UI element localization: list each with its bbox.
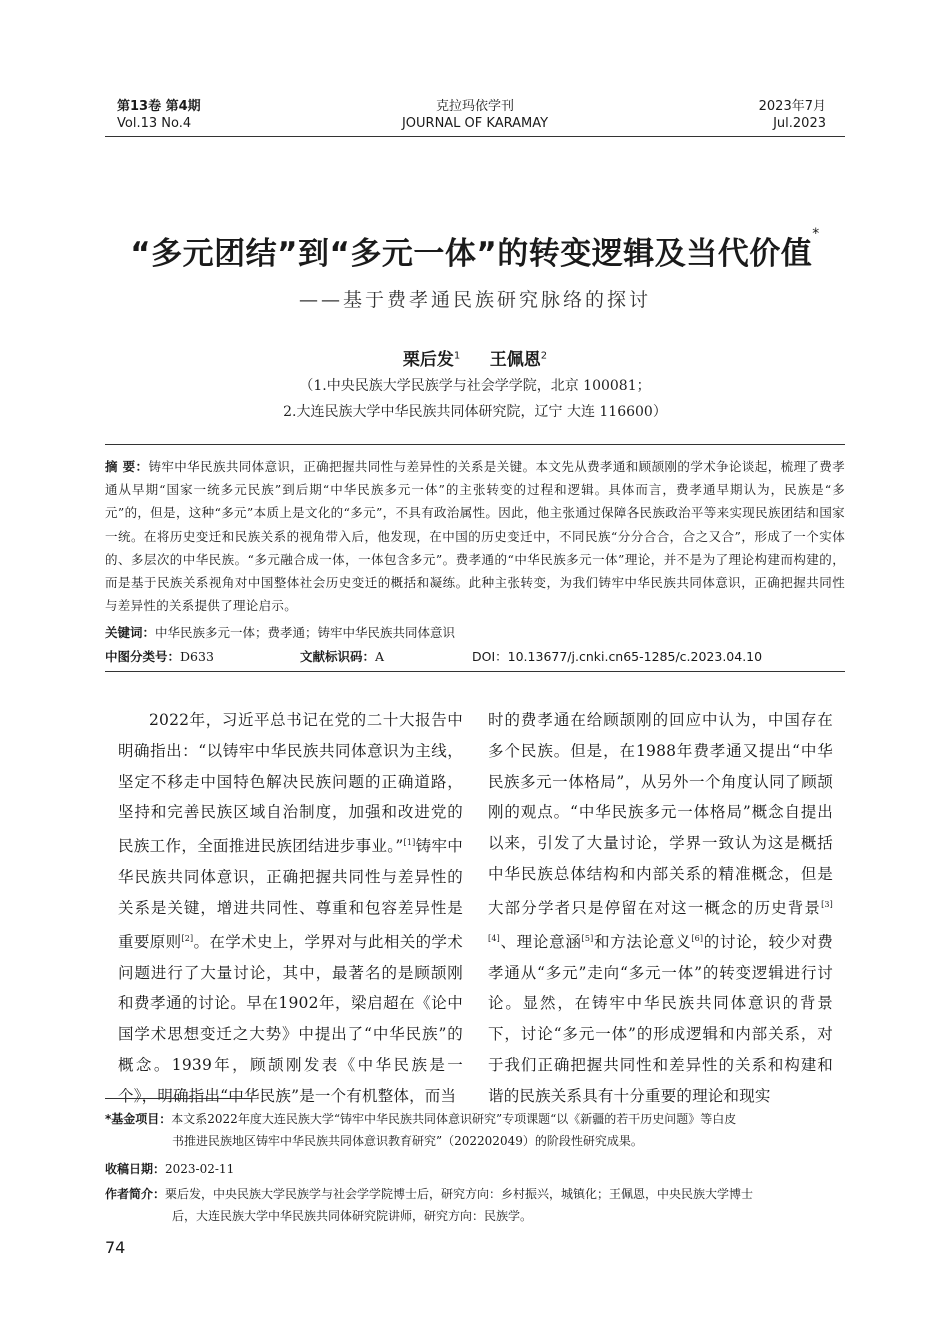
footnote-received [105,1158,845,1180]
affiliation-2: 2.大连民族大学中华民族共同体研究院，辽宁 大连 116600） [283,404,667,420]
bio-label: 作者简介： [105,1187,166,1201]
clc-value: D633 [180,649,214,664]
article-subtitle: ——基于费孝通民族研究脉络的探讨 [298,289,651,311]
body-text: 2022年，习近平总书记在党的二十大报告中明确指出：“以铸牢中华民族共同体意识为主线，坚定不移走中国特色解决民族问题的正确道路，坚持和完善民族区域自治制度，加强和改进党的民族工作，全面推进民族团结进步事业。” [118,711,463,856]
abstract-top-rule [105,444,845,445]
body-paragraph [118,705,463,1112]
document-code [300,647,384,667]
abstract-label: 摘 要： [105,459,149,474]
funding-line-2: 书推进民族地区铸牢中华民族共同体意识教育研究”（202202049）的阶段性研究成果。 [172,1134,643,1148]
citation-ref: [3][4] [488,899,833,943]
title-footnote-mark: * [812,226,820,242]
abstract [105,455,845,617]
header-journal-cn: 克拉玛依学刊 [435,99,514,114]
body-text: 时的费孝通在给顾颉刚的回应中认为，中国存在多个民族。但是，在1988年费孝通又提出“中华民族多元一体格局”，从另外一个角度认同了顾颉刚的观点。“中华民族多元一体格局”概念自提出以来，引发了大量讨论，学界一致认为这是概括中华民族总体结构和内部关系的精准概念，但是大部分学者只是停留在对这一概念的历史背景 [488,711,833,917]
author-name: 王佩恩 [489,350,541,370]
author-list [0,345,950,370]
funding-line-1: 本文系2022年度大连民族大学“铸牢中华民族共同体意识研究”专项课题“以《新疆的若干历史问题》等白皮 [171,1112,737,1126]
citation-ref: [2] [181,933,194,943]
received-label: 收稿日期： [105,1162,166,1176]
body-text: 铸牢中华民族共同体意识，正确把握共同性与差异性的关系是关键，增进共同性、尊重和包容差异性是重要原则 [118,837,463,951]
footnote-rule [105,1098,251,1099]
doi-label: DOI： [472,649,508,664]
bio-line-2: 后，大连民族大学中华民族共同体研究院讲师，研究方向：民族学。 [172,1209,533,1223]
abstract-bottom-rule [105,671,845,672]
doi [472,647,762,667]
bio-line-1: 栗后发，中央民族大学民族学与社会学学院博士后，研究方向：乡村振兴，城镇化；王佩恩，中央民族大学博士 [165,1187,754,1201]
page-number: 74 [105,1238,126,1257]
body-text: 的讨论，较少对费孝通从“多元”走向“多元一体”的转变逻辑进行讨论。显然，在铸牢中华民族共同体意识的背景下，讨论“多元一体”的形成逻辑和内部关系，对于我们正确把握共同性和差异性的关系和构建和谐的民族关系具有十分重要的理论和现实 [488,932,833,1105]
abstract-text: 铸牢中华民族共同体意识，正确把握共同性与差异性的关系是关键。本文先从费孝通和顾颉刚的学术争论谈起，梳理了费孝通从早期“国家一统多元民族”到后期“中华民族多元一体”的主张转变的过程和逻辑。具体而言，费孝通早期认为，民族是“多元”的，但是，这种“多元”本质上是文化的“多元”，不具有政治属性。因此，他主张通过保障各民族政治平等来实现民族团结和国家一统。在将历史变迁和民族关系的视角带入后，他发现，在中国的历史变迁中，不同民族“分分合合，合之又合”，形成了一个实体的、多层次的中华民族。“多元融合成一体，一体包含多元”。费孝通的“中华民族多元一体”理论，并不是为了理论构建而构建的，而是基于民族关系视角对中国整体社会历史变迁的概括和凝练。此种主张转变，为我们铸牢中华民族共同体意识，正确把握共同性与差异性的关系提供了理论启示。 [105,459,846,614]
body-paragraph [488,705,833,1112]
author-affil-mark: 1 [453,350,461,362]
header-volume-cn: 第13卷 第4期 [117,99,201,114]
article-title [0,228,950,273]
body-text: 。在学术史上，学界对与此相关的学术问题进行了大量讨论，其中，最著名的是顾颉刚和费孝通的讨论。早在1902年，梁启超在《论中国学术思想变迁之大势》中提出了“中华民族”的概念。1939年，顾颉刚发表《中华民族是一个》，明确指出“中华民族”是一个有机整体，而当 [118,932,463,1105]
doi-value: 10.13677/j.cnki.cn65-1285/c.2023.04.10 [507,649,763,664]
article-title-text: “多元团结”到“多元一体”的转变逻辑及当代价值 [130,236,813,272]
citation-ref: [1] [403,838,416,848]
keywords-label: 关键词： [105,625,156,640]
author-affil-mark: 2 [540,350,548,362]
header-date [759,98,826,132]
body-text: 和方法论意义 [593,932,692,951]
author-name: 栗后发 [402,350,454,370]
header-journal-en: JOURNAL OF KARAMAY [401,116,549,131]
keywords [105,623,845,643]
doccode-label: 文献标识码： [300,649,376,664]
body-text: 、理论意涵 [499,932,582,951]
body-column-left [118,705,463,1112]
citation-ref: [6] [691,933,704,943]
footnote-funding [105,1108,845,1152]
header-date-en: Jul.2023 [773,116,826,131]
affiliation-1: （1.中央民族大学民族学与社会学学院，北京 100081； [299,378,651,394]
footnote-author-bio [105,1183,845,1227]
funding-label: *基金项目： [105,1112,172,1126]
citation-ref: [5] [581,933,594,943]
doccode-value: A [375,649,385,664]
clc [105,647,214,667]
received-date: 2023-02-11 [165,1162,235,1176]
header-volume-en: Vol.13 No.4 [117,116,192,131]
body-column-right [488,705,833,1112]
keywords-text: 中华民族多元一体；费孝通；铸牢中华民族共同体意识 [155,625,456,640]
header-date-cn: 2023年7月 [758,99,826,114]
clc-label: 中图分类号： [105,649,181,664]
header-rule [105,136,845,137]
